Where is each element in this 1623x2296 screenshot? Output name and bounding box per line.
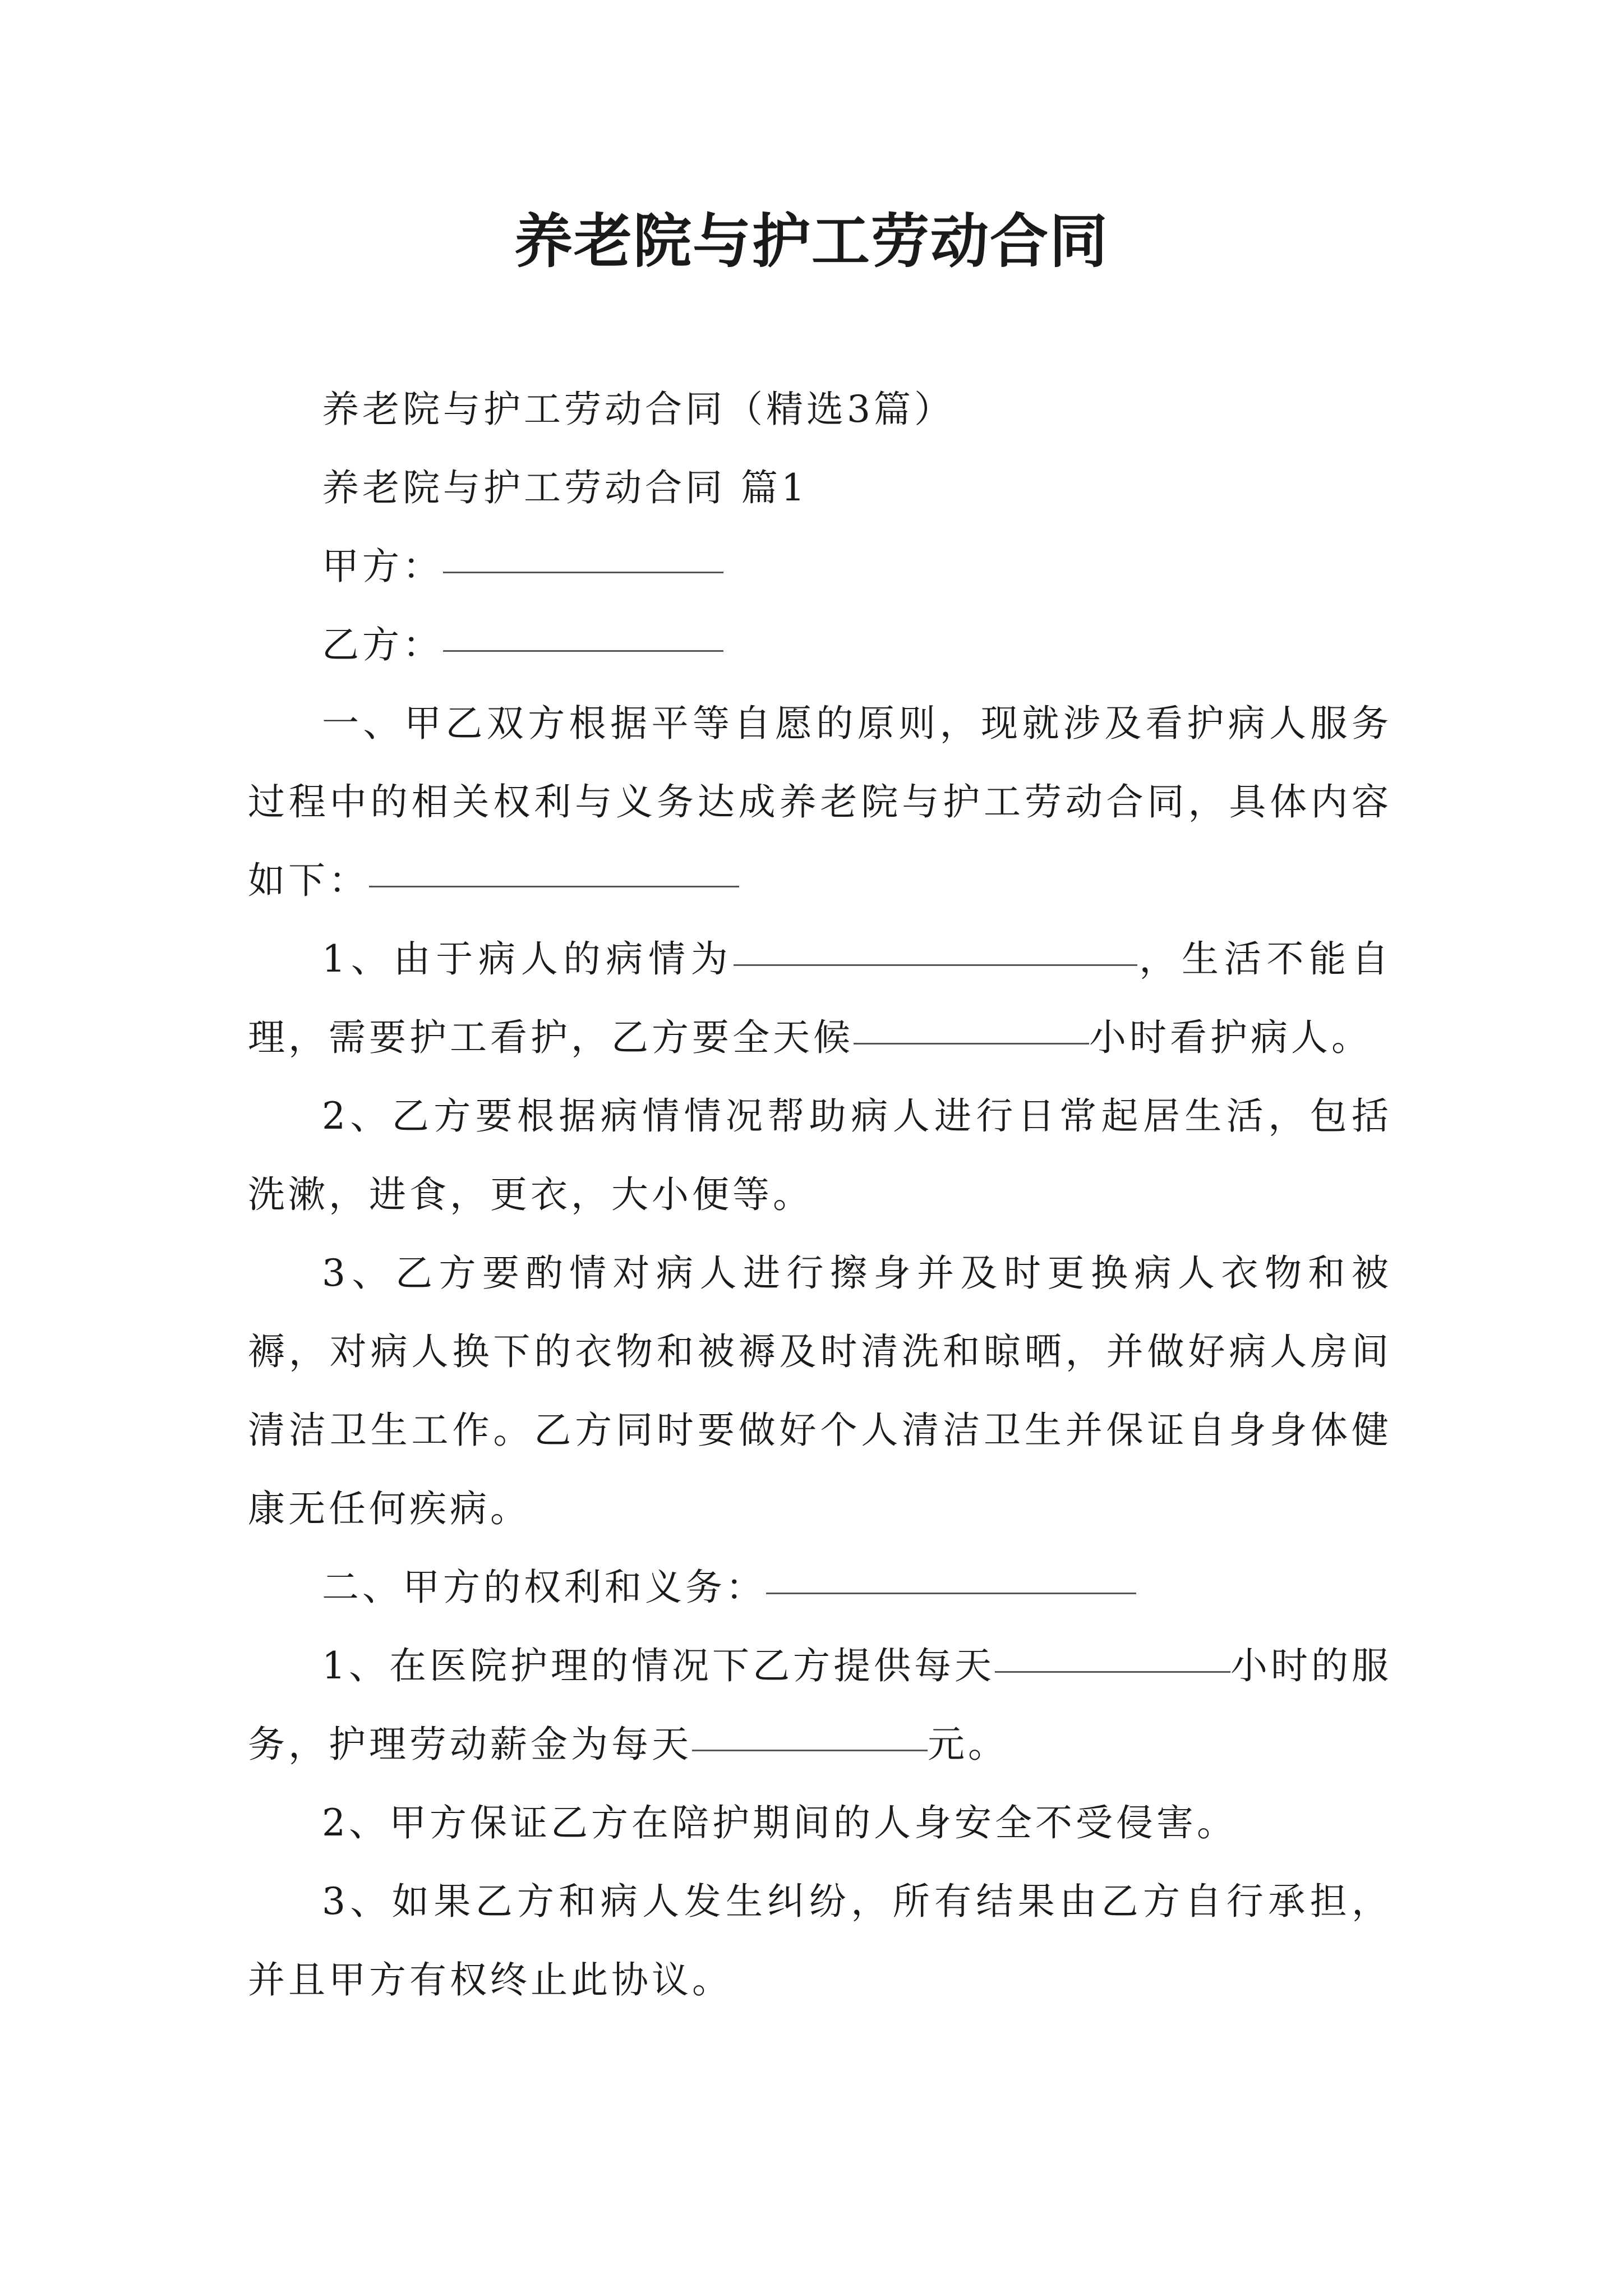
s2-item-1-text-b: 小时的服务，护理劳动薪金为每天 (248, 1644, 1392, 1766)
party-a-blank (443, 571, 723, 573)
condition-blank (734, 964, 1137, 966)
s2-item-1-text-c: 元。 (928, 1723, 1008, 1766)
s2-item-2: 2、甲方保证乙方在陪护期间的人身安全不受侵害。 (322, 1801, 1237, 1844)
s2-item-1 (248, 1627, 1392, 1784)
section2-blank (766, 1592, 1136, 1594)
document-title: 养老院与护工劳动合同 (514, 206, 1109, 275)
document-body (248, 370, 1392, 2019)
section1-intro-text: 一、甲乙双方根据平等自愿的原则，现就涉及看护病人服务过程中的相关权利与义务达成养老院与护工劳动合同，具体内容如下： (248, 702, 1392, 902)
party-b-blank (443, 650, 723, 652)
service-hours-blank (995, 1671, 1230, 1673)
item-1 (248, 920, 1392, 1077)
subtitle: 养老院与护工劳动合同（精选3篇） (322, 388, 955, 431)
section2-heading-line (248, 1548, 1392, 1627)
item-2: 2、乙方要根据病情情况帮助病人进行日常起居生活，包括洗漱，进食，更衣，大小便等。 (248, 1094, 1392, 1216)
party-a-line (248, 527, 1392, 606)
section2-heading: 二、甲方的权利和义务： (322, 1566, 766, 1609)
part-heading-line (248, 449, 1392, 527)
party-b-line (248, 606, 1392, 684)
party-b-label: 乙方： (322, 623, 443, 666)
part-heading: 养老院与护工劳动合同 篇1 (322, 466, 808, 509)
s2-item-1-text-a: 1、在医院护理的情况下乙方提供每天 (322, 1644, 995, 1687)
item-1-text-a: 1、由于病人的病情为 (322, 937, 734, 981)
party-a-label: 甲方： (322, 545, 443, 588)
section1-intro (248, 684, 1392, 920)
daily-wage-blank (692, 1749, 928, 1751)
subtitle-line (248, 370, 1392, 449)
item-3: 3、乙方要酌情对病人进行擦身并及时更换病人衣物和被褥，对病人换下的衣物和被褥及时清洗和晾晒，并做好病人房间清洁卫生工作。乙方同时要做好个人清洁卫生并保证自身身体健康无任何疾病。 (248, 1251, 1392, 1530)
item-1-text-c: 小时看护病人。 (1089, 1016, 1372, 1059)
section1-intro-blank (369, 885, 739, 887)
s2-item-3: 3、如果乙方和病人发生纠纷，所有结果由乙方自行承担，并且甲方有权终止此协议。 (248, 1880, 1392, 2001)
hours-blank (854, 1042, 1089, 1045)
item-1-text-b: ，生活不能自理，需要护工看护，乙方要全天候 (248, 937, 1392, 1059)
